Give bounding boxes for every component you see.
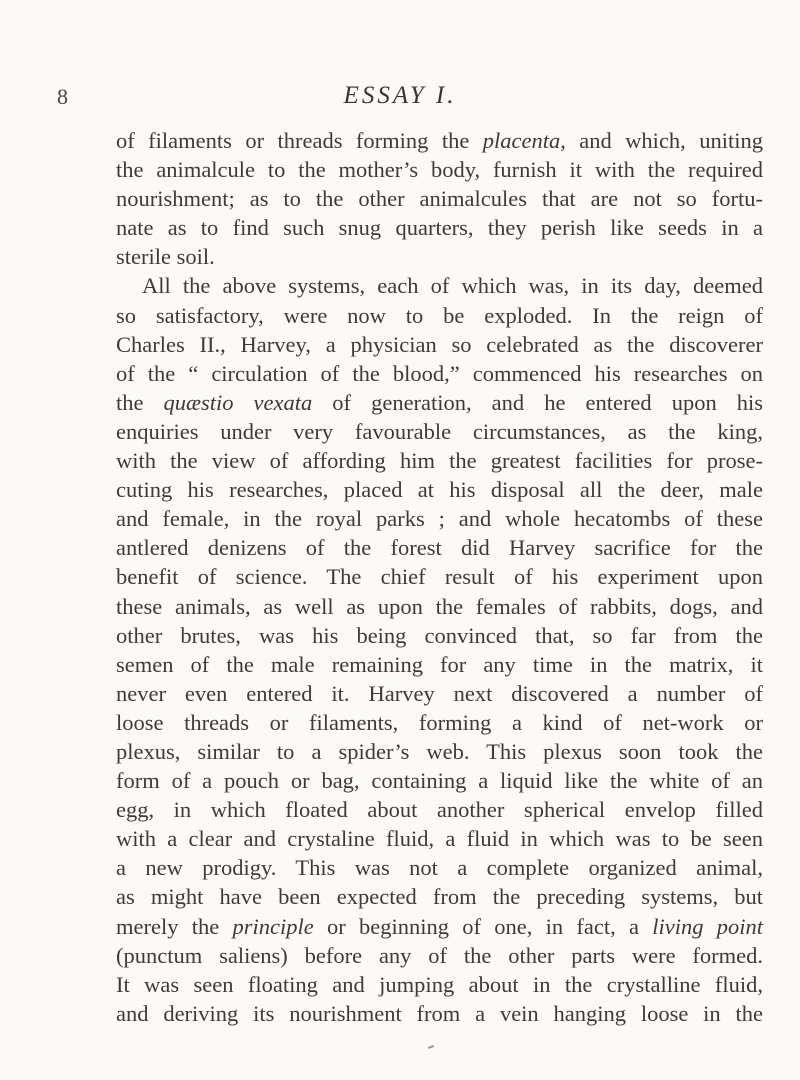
text-span: form of a pouch or bag, containing a liquid like the white of an xyxy=(116,768,763,794)
text-span: All the above systems, each of which was, in its day, deemed xyxy=(142,273,763,299)
text-line xyxy=(116,155,763,184)
text-span: antlered denizens of the forest did Harvey sacrifice for the xyxy=(116,535,763,561)
text-span: as might have been expected from the preceding systems, but xyxy=(116,884,763,910)
text-span: It was seen floating and jumping about in the crystalline fluid, xyxy=(116,971,763,997)
text-line xyxy=(116,330,763,359)
text-line xyxy=(116,824,763,853)
text-line xyxy=(116,941,763,970)
text-line xyxy=(116,213,763,242)
text-line xyxy=(116,737,763,766)
text-span: Charles II., Harvey, a physician so celebrated as the discoverer xyxy=(116,331,763,357)
text-span: with a clear and crystaline fluid, a fluid in which was to be seen xyxy=(116,826,763,852)
text-span: and female, in the royal parks ; and whole hecatombs of these xyxy=(116,506,763,532)
text-span: so satisfactory, were now to be exploded. In the reign of xyxy=(116,302,763,328)
text-span: sterile soil. xyxy=(116,244,215,270)
running-head: ESSAY I. xyxy=(343,82,457,109)
text-line xyxy=(116,621,763,650)
text-line xyxy=(116,359,763,388)
text-span: semen of the male remaining for any time in the matrix, it xyxy=(116,651,763,677)
italic-text: principle xyxy=(232,913,314,939)
text-line xyxy=(116,271,763,300)
italic-text: living point xyxy=(652,913,763,939)
text-line xyxy=(116,242,763,271)
text-line xyxy=(116,650,763,679)
text-span: never even entered it. Harvey next discovered a number of xyxy=(116,680,763,706)
text-span: benefit of science. The chief result of his experiment upon xyxy=(116,564,763,590)
page-number: 8 xyxy=(57,84,68,109)
italic-text: placenta xyxy=(482,128,561,153)
text-span: enquiries under very favourable circumstances, as the king, xyxy=(116,418,763,444)
text-line xyxy=(116,853,763,882)
text-line xyxy=(116,562,763,591)
print-speck xyxy=(428,1045,434,1049)
text-line xyxy=(116,126,763,155)
text-line xyxy=(116,795,763,824)
text-span: the animalcule to the mother’s body, furnish it with the required xyxy=(116,157,763,183)
text-line xyxy=(116,533,763,562)
text-line xyxy=(116,417,763,446)
text-span: and deriving its nourishment from a vein hanging loose in the xyxy=(116,1000,763,1026)
text-line xyxy=(116,184,763,213)
text-line xyxy=(116,504,763,533)
text-line xyxy=(116,970,763,999)
text-line xyxy=(116,475,763,504)
text-span: loose threads or filaments, forming a kind of net-work or xyxy=(116,709,763,735)
text-line xyxy=(116,592,763,621)
body-text xyxy=(116,126,763,1028)
text-line xyxy=(116,912,763,941)
text-span: or beginning of one, in fact, a xyxy=(313,913,653,939)
text-line xyxy=(116,388,763,417)
text-span: the xyxy=(116,389,164,415)
text-span: (punctum saliens) before any of the other parts were formed. xyxy=(116,942,763,968)
text-span: nourishment; as to the other animalcules that are not so fortu- xyxy=(116,186,763,212)
text-span: a new prodigy. This was not a complete organized animal, xyxy=(116,855,763,881)
text-span: plexus, similar to a spider’s web. This plexus soon took the xyxy=(116,738,763,764)
text-line xyxy=(116,301,763,330)
text-span: cuting his researches, placed at his disposal all the deer, male xyxy=(116,477,763,503)
text-line xyxy=(116,708,763,737)
text-span: of the “ circulation of the blood,” commenced his researches on xyxy=(116,360,763,386)
text-span: these animals, as well as upon the females of rabbits, dogs, and xyxy=(116,593,763,619)
text-span: egg, in which floated about another spherical envelop filled xyxy=(116,797,763,823)
text-line xyxy=(116,679,763,708)
text-span: merely the xyxy=(116,913,233,939)
text-span: with the view of affording him the greatest facilities for prose- xyxy=(116,448,763,474)
text-line xyxy=(116,882,763,911)
text-line xyxy=(116,999,763,1028)
text-span: other brutes, was his being convinced that, so far from the xyxy=(116,622,763,648)
italic-text: quæstio vexata xyxy=(163,389,313,415)
text-span: of filaments or threads forming the xyxy=(116,128,483,153)
text-line xyxy=(116,766,763,795)
text-line xyxy=(116,446,763,475)
text-span: of generation, and he entered upon his xyxy=(312,389,763,415)
text-span: , and which, uniting xyxy=(560,128,763,153)
text-span: nate as to find such snug quarters, they perish like seeds in a xyxy=(116,215,763,241)
